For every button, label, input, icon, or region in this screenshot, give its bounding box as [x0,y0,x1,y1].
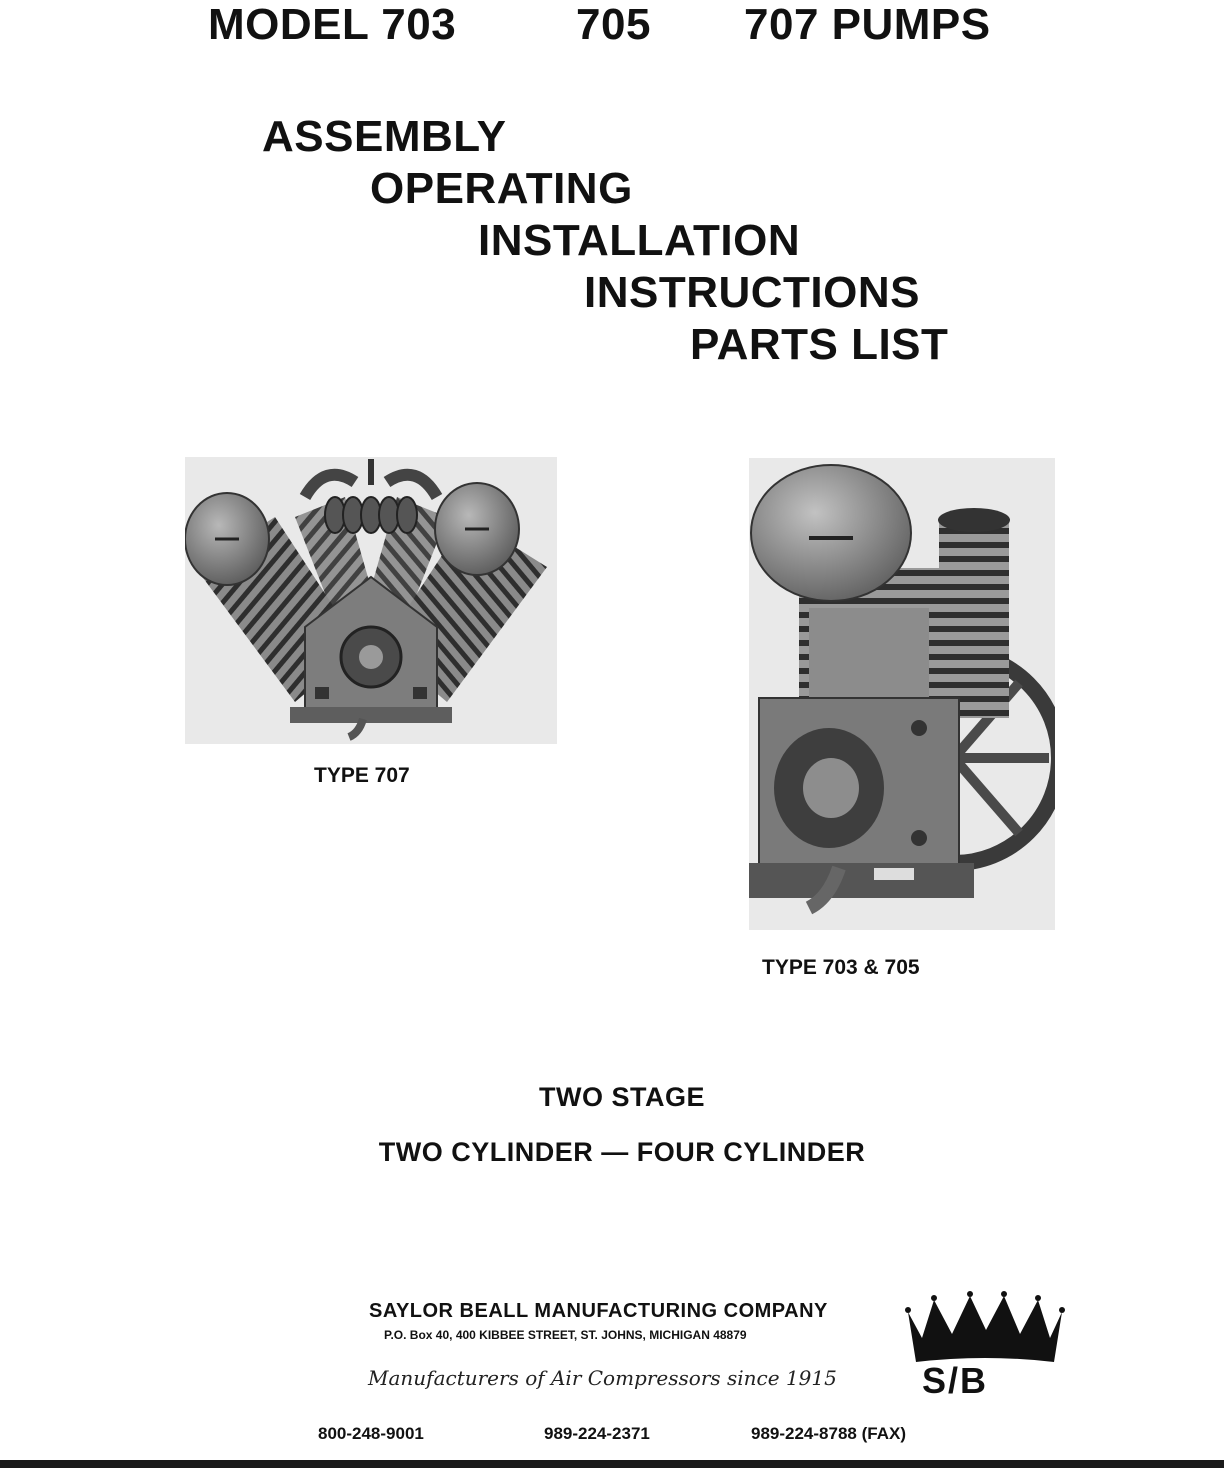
title-model-707: 707 PUMPS [744,0,991,49]
pump-703-705-illustration [749,458,1055,930]
subtitle-parts-list: PARTS LIST [690,320,949,369]
subtitle-instructions: INSTRUCTIONS [584,268,920,317]
pump-707-illustration [185,457,557,744]
subtitle-installation: INSTALLATION [478,216,801,265]
sb-crown-logo [904,1290,1066,1400]
phone-fax: 989-224-8788 (FAX) [751,1424,906,1443]
phone-local: 989-224-2371 [544,1424,650,1443]
pump-707-photo [185,457,557,744]
caption-type-707: TYPE 707 [314,764,410,787]
title-model-703: MODEL 703 [208,0,457,49]
company-tagline: Manufacturers of Air Compressors since 1915 [368,1366,837,1390]
bottom-rule [0,1460,1224,1468]
sb-logo-text: S/B [922,1360,989,1401]
pump-703-705-photo [749,458,1055,930]
title-model-705: 705 [576,0,651,49]
phone-tollfree: 800-248-9001 [318,1424,424,1443]
company-address: P.O. Box 40, 400 KIBBEE STREET, ST. JOHNS, MICHIGAN 48879 [384,1328,747,1342]
company-name: SAYLOR BEALL MANUFACTURING COMPANY [369,1300,828,1322]
spec-cylinders: TWO CYLINDER — FOUR CYLINDER [378,1137,866,1167]
subtitle-assembly: ASSEMBLY [262,112,507,161]
caption-type-703-705: TYPE 703 & 705 [762,956,920,979]
spec-two-stage: TWO STAGE [539,1082,705,1112]
subtitle-operating: OPERATING [370,164,633,213]
